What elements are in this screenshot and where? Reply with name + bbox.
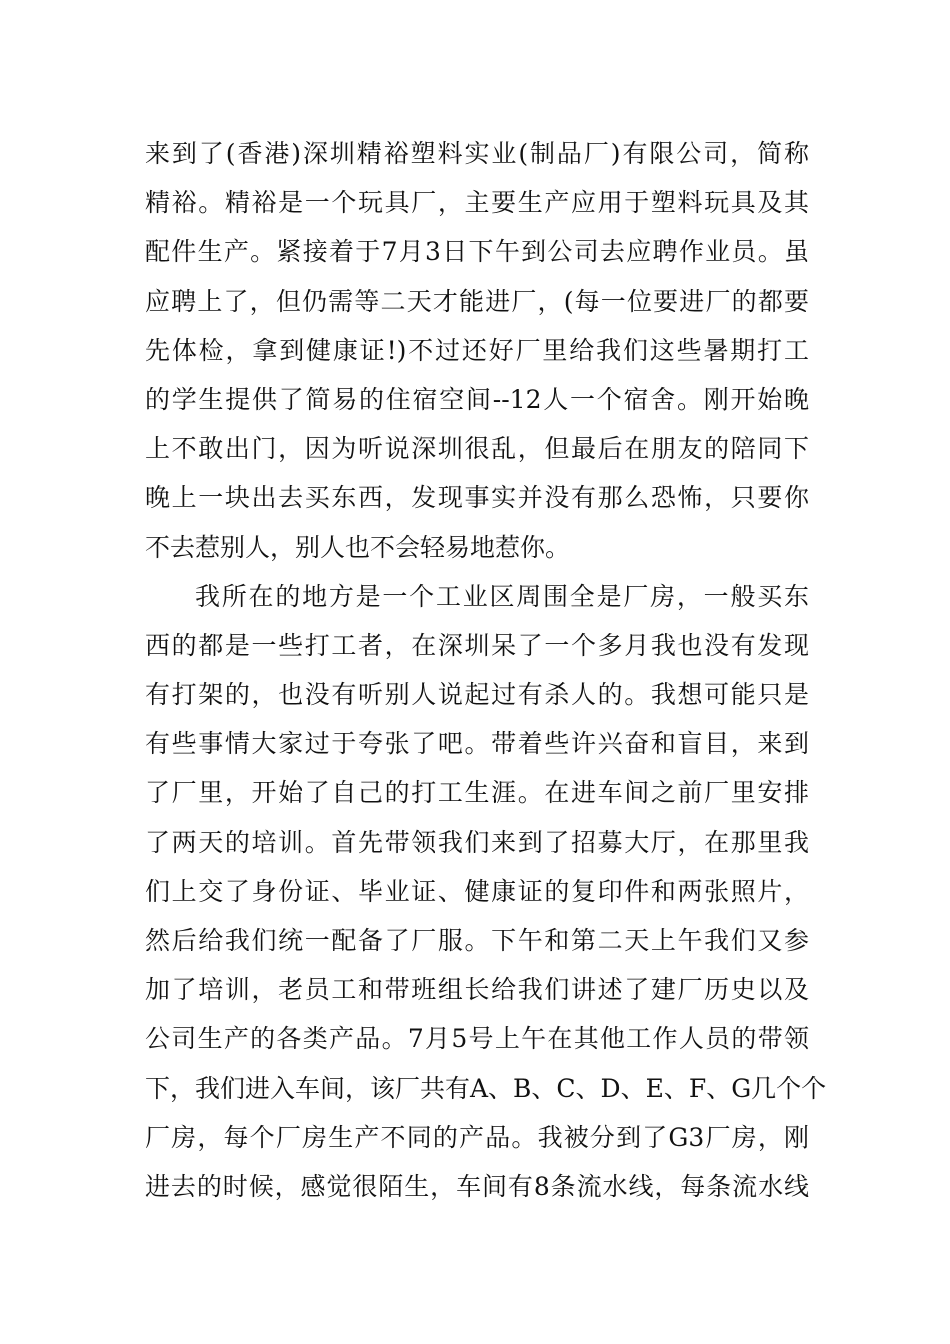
text-line: 下，我们进入车间，该厂共有A、B、C、D、E、F、G几个个 [145,1073,827,1103]
text-line: 了厂里，开始了自己的打工生涯。在进车间之前厂里安排 [145,778,809,808]
text-line: 不去惹别人，别人也不会轻易地惹你。 [145,532,571,562]
text-line: 有些事情大家过于夸张了吧。带着些许兴奋和盲目，来到 [145,729,809,759]
text-line: 来到了(香港)深圳精裕塑料实业(制品厂)有限公司，简称 [145,139,809,168]
text-line: 配件生产。紧接着于7月3日下午到公司去应聘作业员。虽 [145,237,809,267]
text-line: 应聘上了，但仍需等二天才能进厂，(每一位要进厂的都要 [145,286,809,316]
text-line: 先体检，拿到健康证!)不过还好厂里给我们这些暑期打工 [145,335,809,365]
text-line: 有打架的，也没有听别人说起过有杀人的。我想可能只是 [145,680,809,710]
text-line: 我所在的地方是一个工业区周围全是厂房，一般买东 [195,581,809,611]
document-body [145,129,827,1211]
text-line: 的学生提供了简易的住宿空间--12人一个宿舍。刚开始晚 [145,384,809,414]
text-line: 然后给我们统一配备了厂服。下午和第二天上午我们又参 [145,926,809,955]
text-line: 公司生产的各类产品。7月5号上午在其他工作人员的带领 [145,1024,809,1054]
text-line: 加了培训，老员工和带班组长给我们讲述了建厂历史以及 [145,975,809,1005]
text-line: 晚上一块出去买东西，发现事实并没有那么恐怖，只要你 [145,483,809,513]
text-line: 进去的时候，感觉很陌生，车间有8条流水线，每条流水线 [145,1171,809,1201]
text-line: 们上交了身份证、毕业证、健康证的复印件和两张照片， [145,876,809,906]
paragraph-1 [145,129,809,572]
text-line: 了两天的培训。首先带领我们来到了招募大厅，在那里我 [145,827,809,857]
text-line: 厂房，每个厂房生产不同的产品。我被分到了G3厂房，刚 [145,1122,809,1152]
text-line: 上不敢出门，因为听说深圳很乱，但最后在朋友的陪同下 [145,434,809,464]
text-line: 精裕。精裕是一个玩具厂，主要生产应用于塑料玩具及其 [145,188,809,218]
paragraph-2 [145,572,827,1211]
text-line: 西的都是一些打工者，在深圳呆了一个多月我也没有发现 [145,630,809,660]
